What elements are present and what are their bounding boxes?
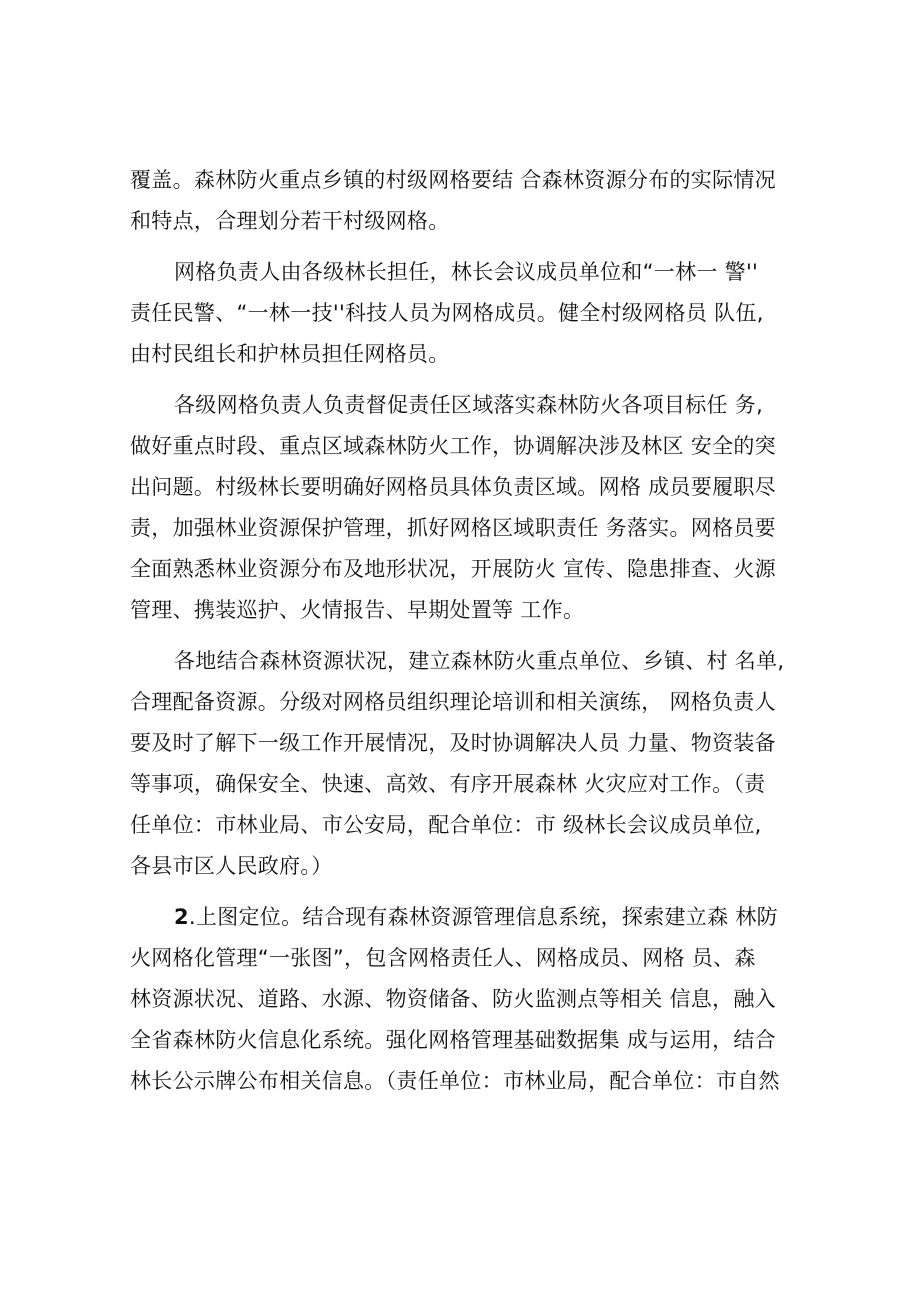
text-line: 由村民组长和护林员担任网格员。: [130, 342, 450, 366]
text-line: 林长公示牌公布相关信息。（责任单位：市林业局，配合单位：市自然: [130, 1069, 780, 1093]
text-line: 管理、携装巡护、火情报告、早期处置等 工作。: [130, 598, 585, 622]
paragraph-grid-duties: [130, 385, 798, 631]
text-line: 做好重点时段、重点区域森林防火工作，协调解决涉及林区 安全的突: [130, 434, 776, 458]
section-number: 2: [174, 905, 189, 929]
text-line: 任单位：市林业局、市公安局，配合单位：市 级林长会议成员单位,: [130, 813, 762, 837]
paragraph-map-positioning: [130, 897, 798, 1102]
paragraph-key-units: [130, 641, 798, 887]
text-line: 责任民警、“一林一技''科技人员为网格成员。健全村级网格员 队伍,: [130, 301, 764, 325]
document-body: [130, 160, 798, 1112]
text-line: 各级网格负责人负责督促责任区域落实森林防火各项目标任 务,: [174, 393, 764, 417]
text-line: 责，加强林业资源保护管理，抓好网格区域职责任 务落实。网格员要: [130, 516, 776, 540]
text-line: 全省森林防火信息化系统。强化网格管理基础数据集 成与运用，结合: [130, 1028, 776, 1052]
text-line: 网格负责人由各级林长担任，林长会议成员单位和“一林一 警'': [174, 260, 759, 284]
section-text: .上图定位。结合现有森林资源管理信息系统，探索建立森 林防: [188, 905, 778, 929]
text-line: 各地结合森林资源状况，建立森林防火重点单位、乡镇、村 名单,: [174, 649, 785, 673]
text-line: 覆盖。森林防火重点乡镇的村级网格要结 合森林资源分布的实际情况: [130, 168, 776, 192]
text-line: [130, 897, 798, 938]
text-line: 等事项，确保安全、快速、高效、有序开展森林 火灾应对工作。（责: [130, 772, 766, 796]
text-line: 各县市区人民政府。）: [130, 854, 333, 878]
text-line: 火网格化管理“一张图”，包含网格责任人、网格成员、网格 员、森: [130, 946, 756, 970]
text-line: 林资源状况、道路、水源、物资储备、防火监测点等相关 信息，融入: [130, 987, 776, 1011]
text-line: 出问题。村级林长要明确好网格员具体负责区域。网格 成员要履职尽: [130, 475, 776, 499]
text-line: 和特点，合理划分若干村级网格。: [130, 209, 450, 233]
paragraph-grid-coverage: [130, 160, 798, 242]
paragraph-grid-leaders: [130, 252, 798, 375]
text-line: 全面熟悉林业资源分布及地形状况，开展防火 宣传、隐患排查、火源: [130, 557, 776, 581]
text-line: 合理配备资源。分级对网格员组织理论培训和相关演练， 网格负责人: [130, 690, 776, 714]
text-line: 要及时了解下一级工作开展情况，及时协调解决人员 力量、物资装备: [130, 731, 776, 755]
